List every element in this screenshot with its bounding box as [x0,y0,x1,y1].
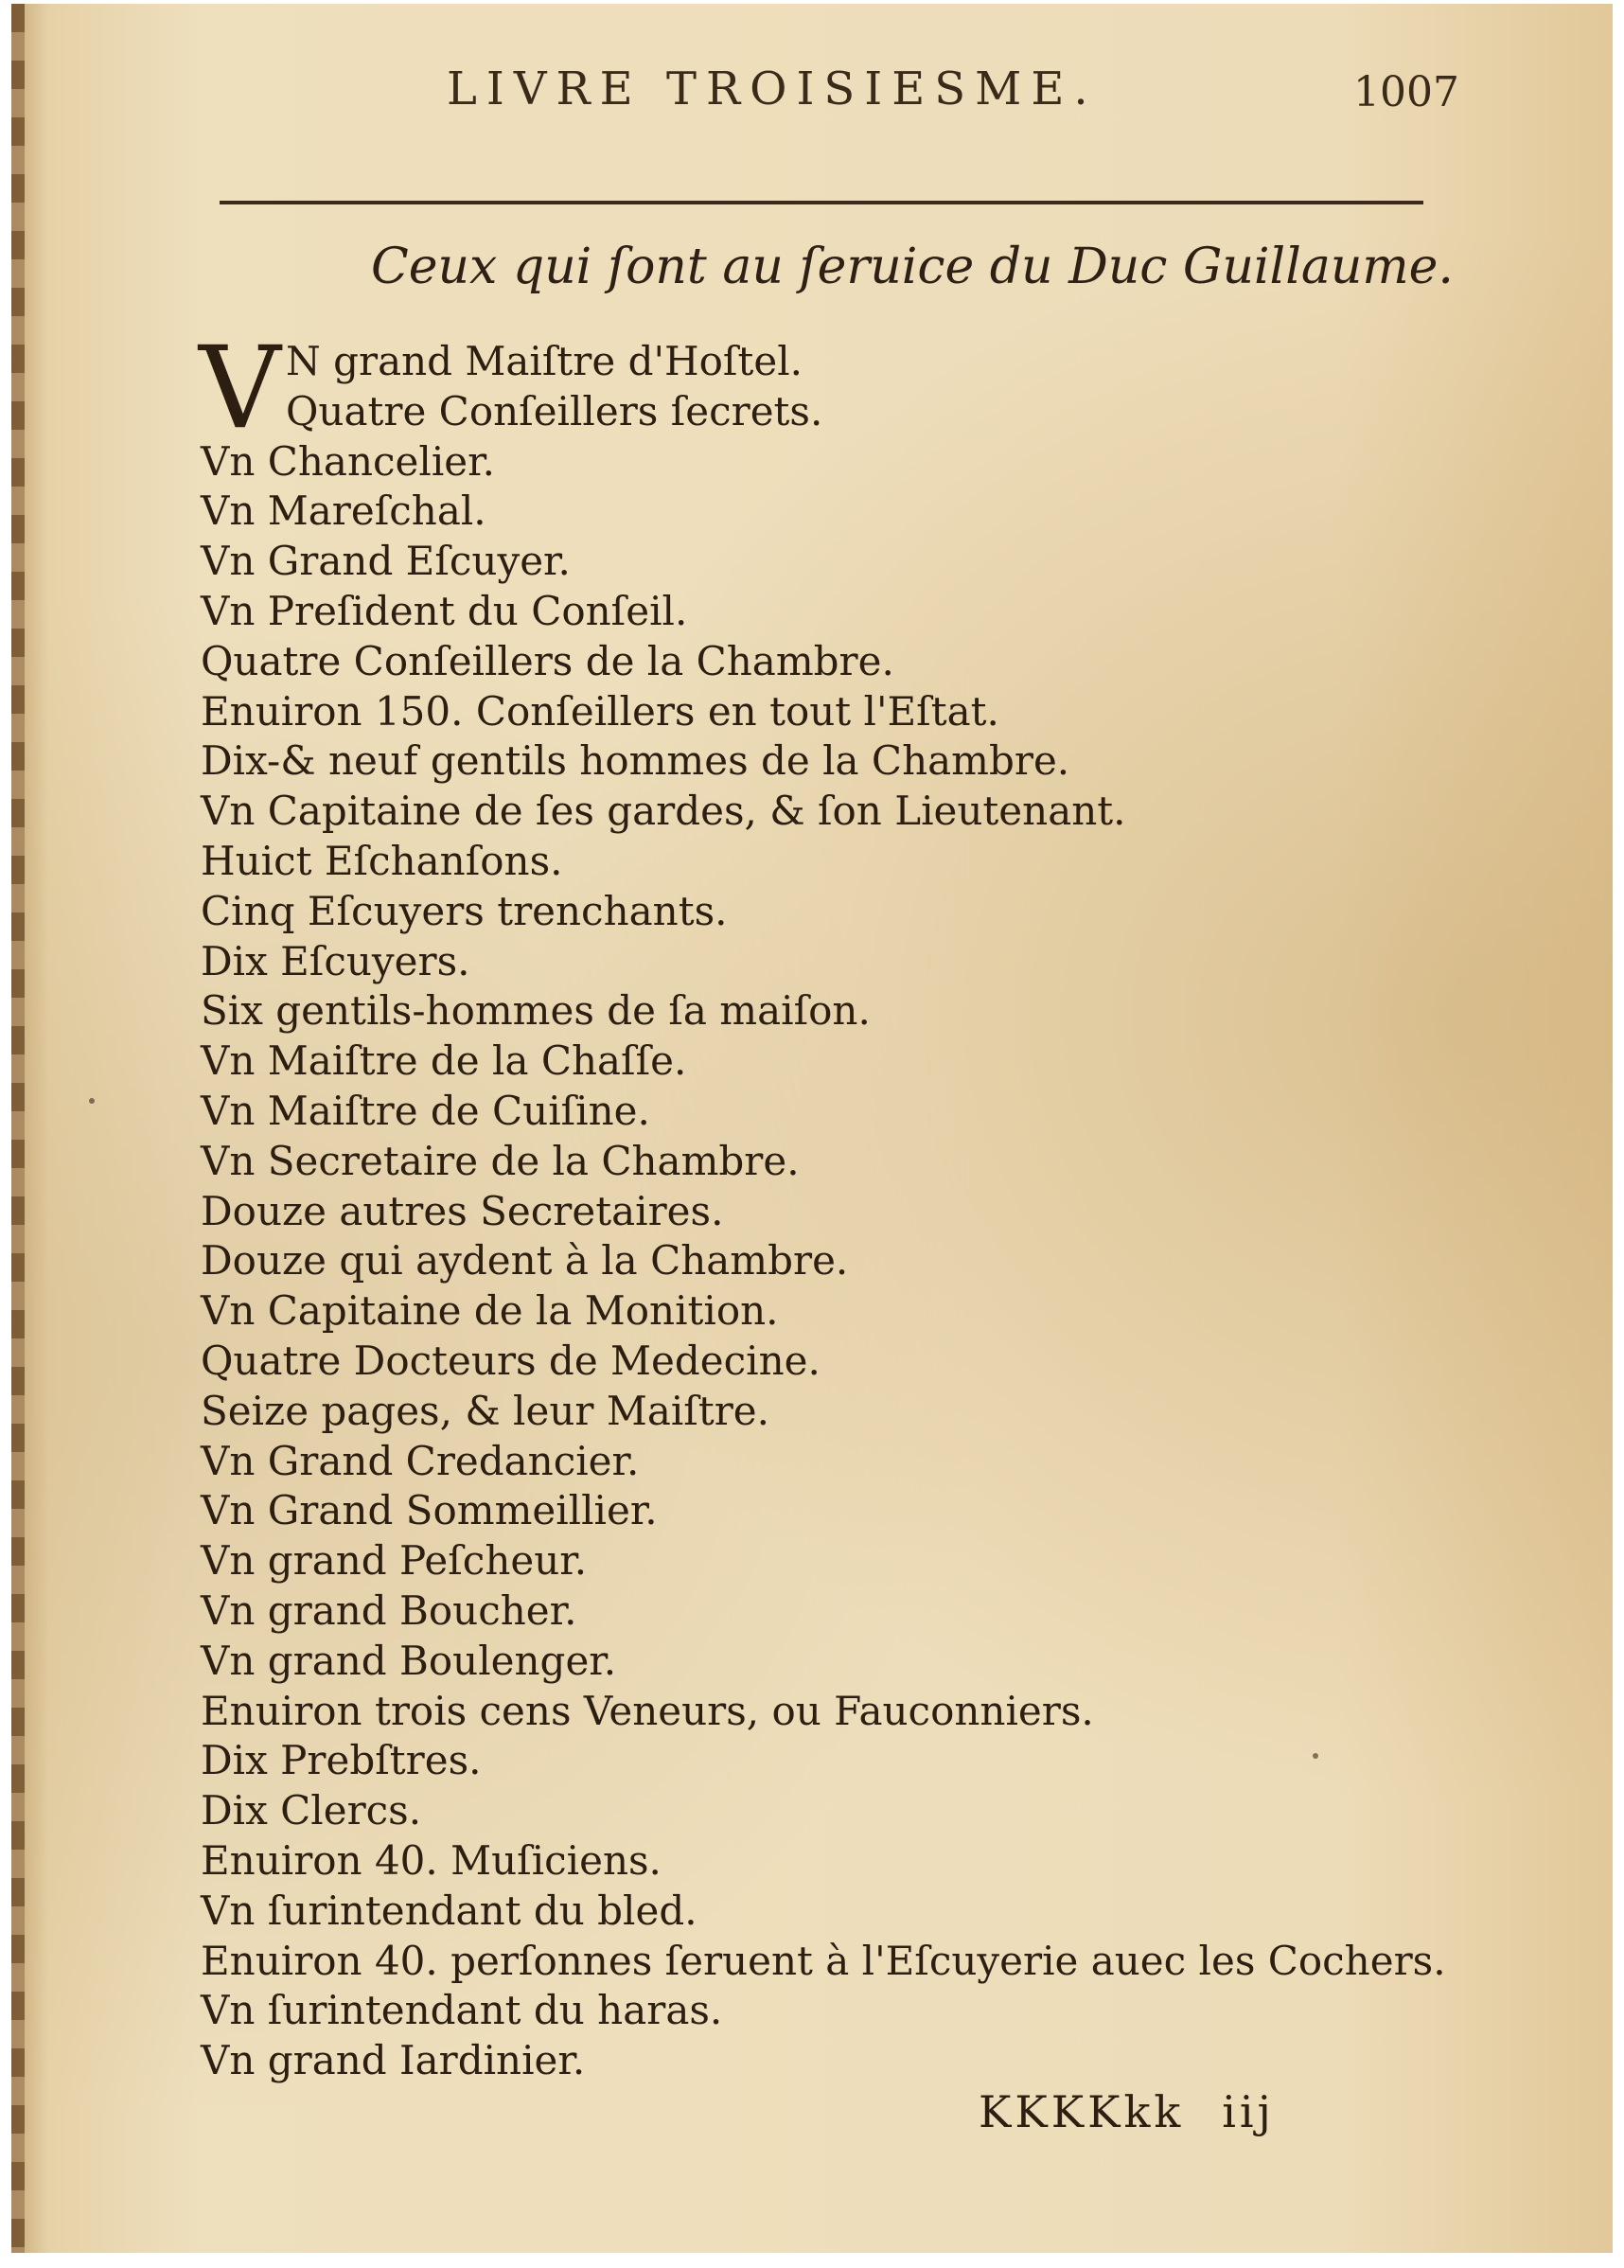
list-item: Six gentils-hommes de ſa maiſon. [201,987,871,1035]
list-item: Vn ſurintendant du haras. [201,1987,723,2034]
list-item: Huict Eſchanſons. [201,837,563,884]
list-item: Douze autres Secretaires. [201,1187,724,1234]
list-item: Vn Grand Sommeillier. [201,1487,658,1534]
list-item: Vn Preſident du Conſeil. [201,587,688,634]
ink-speck [89,1098,95,1104]
list-item: Vn Maiſtre de la Chaſſe. [201,1037,687,1085]
list-item: Vn ſurintendant du bled. [201,1887,697,1934]
list-item: Quatre Docteurs de Medecine. [201,1337,821,1384]
household-list [199,323,1446,2086]
list-item: Vn Grand Eſcuyer. [201,538,571,585]
list-item: Vn Capitaine de ſes gardes, & ſon Lieutenant. [201,788,1126,835]
list-item: Vn grand Peſcheur. [201,1537,588,1585]
list-item: Vn Mareſchal. [201,487,486,535]
header-rule [220,201,1423,204]
list-item: Cinq Eſcuyers trenchants. [201,887,728,934]
running-title: LIVRE TROISIESME. [447,62,1098,115]
list-item: Vn Grand Credancier. [201,1437,640,1484]
list-item: Dix Eſcuyers. [201,937,470,984]
list-item: Vn grand Boulenger. [201,1637,617,1684]
list-item: Vn Chancelier. [201,437,495,485]
page-number: 1007 [1353,68,1459,116]
signature-number: iij [1222,2086,1275,2137]
list-item: Dix Clercs. [201,1787,422,1834]
section-title: Ceux qui ſont au ſeruice du Duc Guillaume. [371,239,1454,295]
list-item: Vn Maiſtre de Cuiſine. [201,1087,650,1134]
ink-speck [1313,1753,1318,1759]
list-item: Quatre Conſeillers ſecrets. [286,387,823,434]
list-item: Dix Prebſtres. [201,1737,482,1784]
drop-capital: V [199,323,281,454]
list-item: Dix-& neuf gentils hommes de la Chambre. [201,737,1070,785]
signature-letters: KKKKkk [979,2086,1185,2137]
signature-mark [979,2086,1275,2137]
list-item: Vn Capitaine de la Monition. [201,1287,779,1335]
list-item: Vn grand Boucher. [201,1586,577,1634]
list-item: Enuiron 40. perſonnes ſeruent à l'Eſcuyerie auec les Cochers. [201,1937,1446,1984]
list-item: N grand Maiſtre d'Hoſtel. [286,338,803,384]
list-item: Douze qui aydent à la Chambre. [201,1237,849,1285]
list-item: Vn grand Iardinier. [201,2037,586,2084]
list-item: Quatre Conſeillers de la Chambre. [201,637,894,684]
list-item: Enuiron 40. Muſiciens. [201,1836,662,1884]
list-item: Vn Secretaire de la Chambre. [201,1137,800,1184]
book-page [11,4,1613,2253]
list-item: Enuiron 150. Conſeillers en tout l'Eſtat. [201,687,999,735]
binding-edge [11,4,25,2253]
list-item: Seize pages, & leur Maiſtre. [201,1387,770,1434]
list-item: Enuiron trois cens Veneurs, ou Fauconniers. [201,1687,1094,1734]
